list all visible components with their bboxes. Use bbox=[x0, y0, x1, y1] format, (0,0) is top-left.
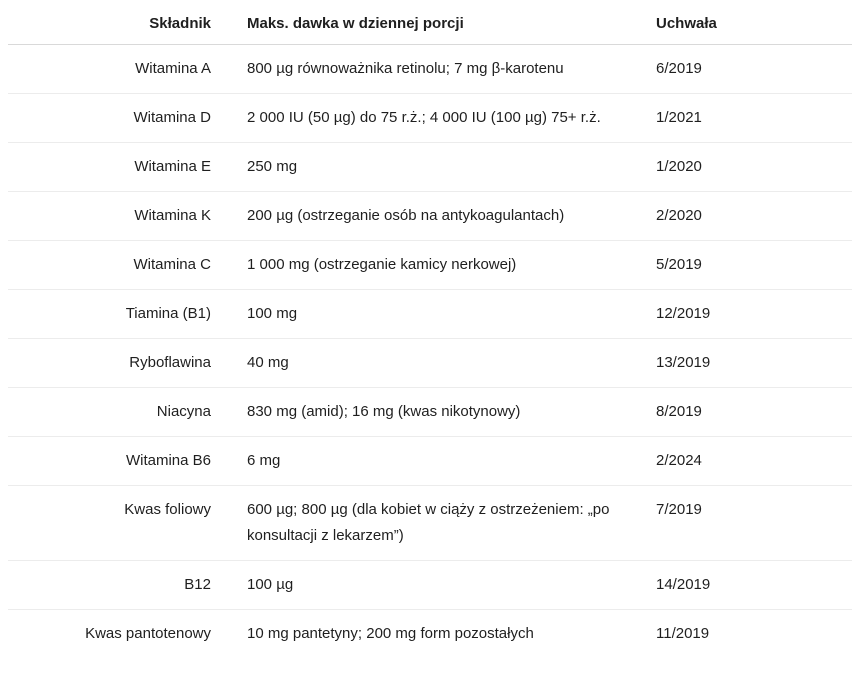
max-dose-cell: 250 mg bbox=[247, 158, 298, 175]
max-dose-cell: 100 mg bbox=[247, 305, 298, 322]
table-row bbox=[8, 94, 852, 143]
resolution-cell: 13/2019 bbox=[656, 354, 711, 371]
ingredient-cell: Witamina B6 bbox=[125, 452, 211, 469]
header-max-dose: Maks. dawka w dziennej porcji bbox=[247, 15, 464, 32]
table-row bbox=[8, 561, 852, 610]
max-dose-cell: 800 µg równoważnika retinolu; 7 mg β-karotenu bbox=[247, 60, 564, 77]
ingredient-cell: Witamina D bbox=[133, 109, 211, 126]
resolution-cell: 11/2019 bbox=[656, 625, 710, 642]
max-dose-cell: 2 000 IU (50 µg) do 75 r.ż.; 4 000 IU (100 µg) 75+ r.ż. bbox=[247, 109, 601, 126]
resolution-cell: 2/2020 bbox=[656, 207, 702, 224]
resolution-cell: 6/2019 bbox=[656, 60, 702, 77]
resolution-cell: 7/2019 bbox=[656, 501, 702, 518]
table-row bbox=[8, 339, 852, 388]
supplement-dose-table bbox=[8, 0, 852, 658]
max-dose-cell: 830 mg (amid); 16 mg (kwas nikotynowy) bbox=[247, 403, 521, 420]
table-row bbox=[8, 45, 852, 94]
max-dose-cell: 40 mg bbox=[247, 354, 289, 371]
table-header-row bbox=[8, 0, 852, 45]
table-row bbox=[8, 290, 852, 339]
table-row bbox=[8, 143, 852, 192]
max-dose-cell: 1 000 mg (ostrzeganie kamicy nerkowej) bbox=[247, 256, 517, 273]
max-dose-cell: 6 mg bbox=[247, 452, 281, 469]
resolution-cell: 8/2019 bbox=[656, 403, 702, 420]
max-dose-cell: 10 mg pantetyny; 200 mg form pozostałych bbox=[247, 625, 534, 642]
ingredient-cell: Witamina A bbox=[135, 60, 211, 77]
max-dose-cell: 600 µg; 800 µg (dla kobiet w ciąży z ostrzeżeniem: „po konsultacji z lekarzem”) bbox=[247, 501, 610, 544]
resolution-cell: 1/2021 bbox=[656, 109, 702, 126]
ingredient-cell: Tiamina (B1) bbox=[125, 305, 211, 322]
table-row bbox=[8, 486, 852, 561]
resolution-cell: 2/2024 bbox=[656, 452, 702, 469]
ingredient-cell: B12 bbox=[184, 576, 211, 593]
resolution-cell: 1/2020 bbox=[656, 158, 702, 175]
table-row bbox=[8, 388, 852, 437]
max-dose-cell: 200 µg (ostrzeganie osób na antykoagulantach) bbox=[247, 207, 565, 224]
ingredient-cell: Kwas foliowy bbox=[124, 501, 211, 518]
ingredient-cell: Witamina E bbox=[134, 158, 211, 175]
table-row bbox=[8, 192, 852, 241]
resolution-cell: 5/2019 bbox=[656, 256, 702, 273]
header-resolution: Uchwała bbox=[656, 15, 717, 32]
ingredient-cell: Witamina K bbox=[134, 207, 211, 224]
resolution-cell: 14/2019 bbox=[656, 576, 711, 593]
ingredient-cell: Kwas pantotenowy bbox=[85, 625, 211, 642]
table-row bbox=[8, 437, 852, 486]
table-row bbox=[8, 610, 852, 658]
ingredient-cell: Niacyna bbox=[156, 403, 211, 420]
table-row bbox=[8, 241, 852, 290]
max-dose-cell: 100 µg bbox=[247, 576, 294, 593]
ingredient-cell: Witamina C bbox=[133, 256, 211, 273]
header-ingredient: Składnik bbox=[149, 15, 211, 32]
resolution-cell: 12/2019 bbox=[656, 305, 711, 322]
ingredient-cell: Ryboflawina bbox=[129, 354, 211, 371]
